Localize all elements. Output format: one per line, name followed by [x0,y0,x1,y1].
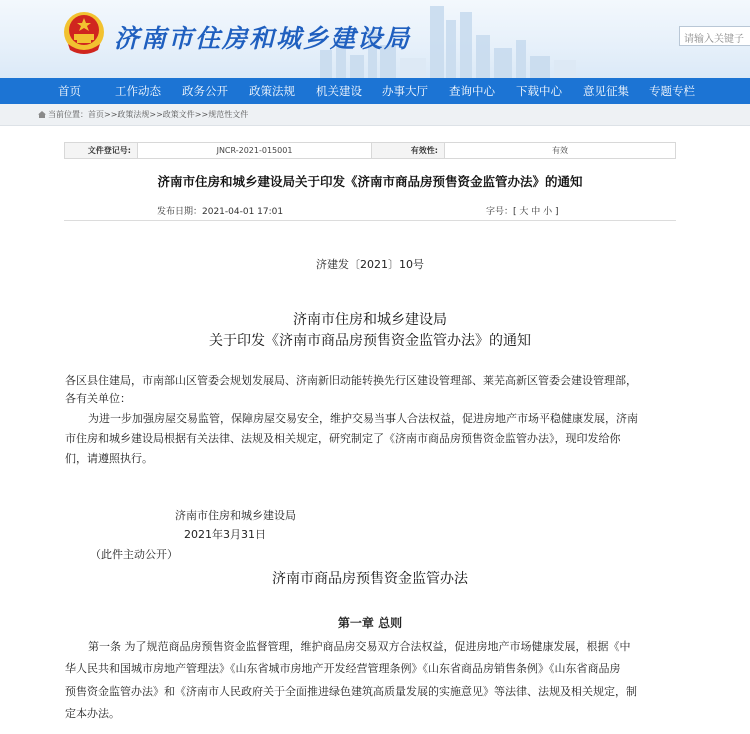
article1-line4: 定本办法。 [65,707,120,720]
nav-item-service-hall[interactable]: 办事大厅 [382,84,428,98]
nav-item-feedback[interactable]: 意见征集 [583,84,629,98]
national-emblem-icon [62,10,106,56]
doc-number-label: 文件登记号: [65,143,137,158]
nav-item-policies[interactable]: 政策法规 [249,84,295,98]
nav-item-gov-affairs[interactable]: 政务公开 [182,84,228,98]
addressee-line2: 各有关单位： [65,392,131,405]
body-paragraph-line3: 们，请遵照执行。 [65,452,153,465]
title-divider [64,220,676,221]
breadcrumb [0,104,750,126]
breadcrumb-path[interactable]: 当前位置：首页>>政策法规>>政策文件>>规范性文件 [48,110,249,119]
validity-label: 有效性: [372,143,444,158]
main-nav [0,78,750,104]
article1-line2: 华人民共和国城市房地产管理法》《山东省城市房地产开发经营管理条例》《山东省商品房销售条例》《山东省商品房 [65,662,621,675]
font-size-control[interactable]: 字号：[ 大 中 小 ] [486,207,559,217]
measures-title: 济南市商品房预售资金监管办法 [272,571,468,587]
addressee-line1: 各区县住建局，市南部山区管委会规划发展局、济南新旧动能转换先行区建设管理部、莱芜高新区管委会建设管理部， [65,374,637,387]
doc-reference-number: 济建发〔2021〕10号 [316,258,424,271]
body-paragraph-line1: 为进一步加强房屋交易监管，保障房屋交易安全，维护交易当事人合法权益，促进房地产市场平稳健康发展，济南 [88,412,638,425]
notice-heading-line1: 济南市住房和城乡建设局 [293,312,447,328]
article1-line3: 预售资金监管办法》和《济南市人民政府关于全面推进绿色建筑高质量发展的实施意见》等法律、法规及相关规定，制 [65,685,637,698]
chapter-heading: 第一章 总则 [337,616,403,630]
signing-organization: 济南市住房和城乡建设局 [175,509,296,522]
nav-item-query-center[interactable]: 查询中心 [449,84,495,98]
nav-item-org-building[interactable]: 机关建设 [316,84,362,98]
site-header [0,0,750,78]
validity-value: 有效 [552,146,568,155]
nav-item-home[interactable]: 首页 [58,84,81,98]
home-icon [38,111,46,118]
nav-item-work-news[interactable]: 工作动态 [115,84,161,98]
publish-date: 发布日期：2021-04-01 17:01 [157,207,284,217]
nav-item-download-center[interactable]: 下载中心 [516,84,562,98]
page-title: 济南市住房和城乡建设局关于印发《济南市商品房预售资金监管办法》的通知 [157,174,583,189]
doc-number-value: JNCR-2021-015001 [216,146,293,155]
doc-info-table [64,142,676,159]
notice-heading-line2: 关于印发《济南市商品房预售资金监管办法》的通知 [209,333,531,349]
signing-date: 2021年3月31日 [184,528,266,541]
public-disclosure-note: （此件主动公开） [90,548,178,561]
site-title[interactable]: 济南市住房和城乡建设局 [114,24,412,53]
article1-line1: 第一条 为了规范商品房预售资金监督管理，维护商品房交易双方合法权益，促进房地产市场健康发展，根据《中 [88,640,631,653]
search-input[interactable]: 请输入关键子 [679,26,750,46]
nav-item-special-topics[interactable]: 专题专栏 [649,84,695,98]
body-paragraph-line2: 市住房和城乡建设局根据有关法律、法规及相关规定，研究制定了《济南市商品房预售资金监管办法》，现印发给你 [65,432,621,445]
